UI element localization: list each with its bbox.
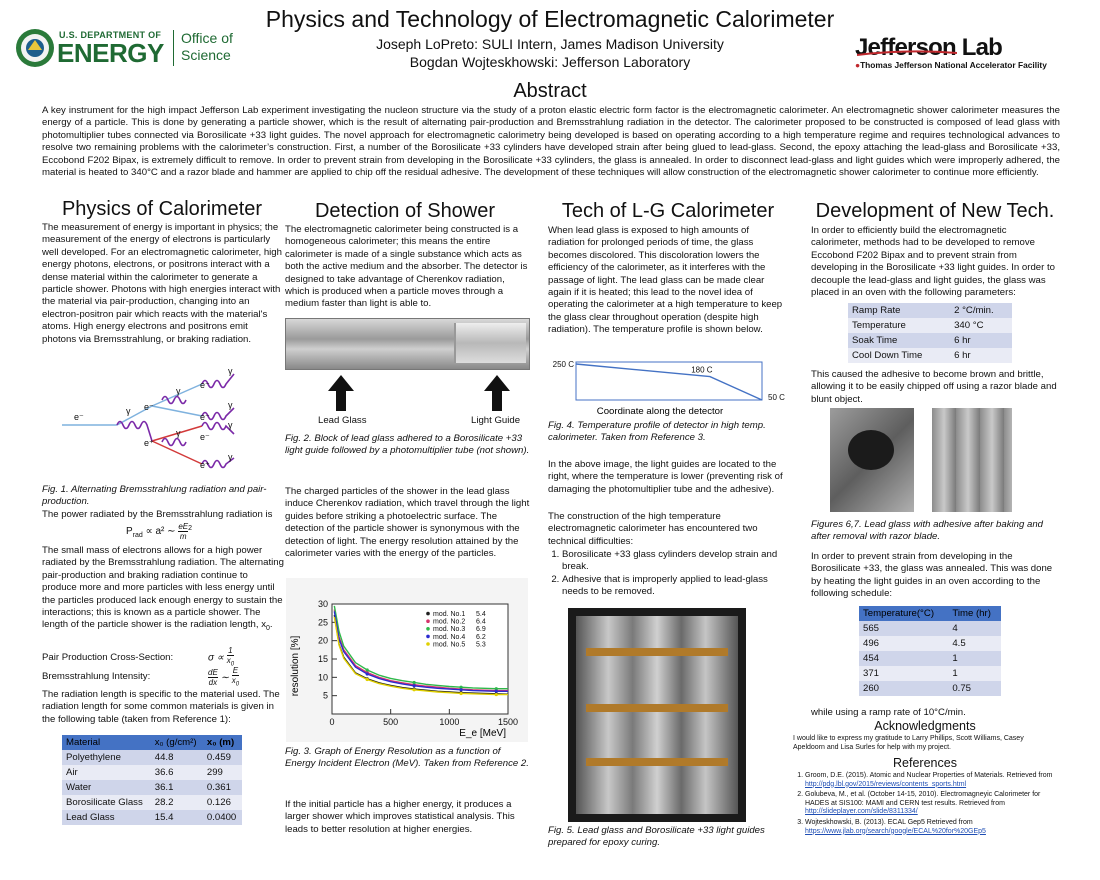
abstract-title: Abstract [513,80,587,102]
table-row: Water 36.1 0.361 [62,780,242,795]
legend-marker [426,635,430,639]
references-list [795,772,1057,838]
legend-label: mod. No.5 [433,641,466,649]
doe-divider [173,30,174,66]
ref-title: References [893,756,957,770]
list-item: 2. Golubeva, M., et al. (October 14-15, 2010). Electromagneyic Calorimeter for HADES at SIS100: MAMI and CERN test results. Retrieved from http://slideplayer.com/slide/8311334/ [805,791,1057,817]
series-point-5 [459,692,462,695]
doe-seal-icon [15,28,55,68]
series-point-5 [413,688,416,691]
legend-marker [426,642,430,646]
fig7-photo [932,408,1012,512]
doe-line2: ENERGY [57,38,164,68]
legend-marker [426,612,430,616]
e-minus-label: e⁻ [200,412,210,422]
col1-p3: The small mass of electrons allows for a high power radiated by the Bremsstrahlung radiation. The alternating pair-production and braking radiation continue to produce more and more particles with less energy until the particles produced lack enough energy to sustain the interactions; this is known as a particle shower. The length of the particle shower is the radiation length, $x_0$. [42,545,284,633]
y-tick-label: 5 [322,690,328,701]
series-point-3 [413,681,416,684]
table-header: x₀ (m) [203,735,242,750]
col1-p4: The radiation length is specific to the material used. The radiation length for some common materials is given in the following table (taken from Reference 1): [42,689,280,725]
fig3-caption: Fig. 3. Graph of Energy Resolution as a function of Energy Incident Electron (MeV). Taken from Reference 2. [285,746,529,770]
lead-glass-label: Lead Glass [318,415,367,426]
x-tick-label: 1000 [439,717,460,727]
series-point-5 [366,678,369,681]
col3-p3: The construction of the high temperature electromagnetic calorimeter has encountered two technical difficulties: [548,511,758,547]
legend-value: 6.9 [476,626,486,634]
series-point-4 [413,684,416,687]
resolution-chart [286,578,528,742]
col2-p1: The electromagnetic calorimeter being constructed is a homogeneous calorimeter; this means the entire calorimeter is made of a single substance which acts as both the active medium and the absorber. The detector is designed to take advantage of Cherenkov radiation, which is produced when a particle moves through a medium faster than light is able to. [285,224,528,310]
legend-label: mod. No.4 [433,633,466,641]
list-item: 1. Groom, D.E. (2015). Atomic and Nuclear Properties of Materials. Retrieved from http://pdg.lbl.gov/2015/reviews/contents_sports.html [805,772,1057,789]
arrow-up-icon [484,375,510,411]
series-point-3 [366,668,369,671]
fig67-caption: Figures 6,7. Lead glass with adhesive after baking and after removal with razor blade. [811,519,1043,543]
col2-title: Detection of Shower [314,200,496,222]
temp-x-label: Coordinate along the detector [596,406,724,417]
legend-marker [426,619,430,623]
table-header-row [859,606,1001,621]
col1-p1: The measurement of energy is important in physics; the measurement of the energy of electrons is particularly well developed. For an electromagnetic calorimeter, high energy photons, electrons, or positrons interact with a dense material within the calorimeter to generate a particle shower. Photons with high energies interact with the material via pair-production, changing into an electron-positron pair which reacts with the material's atoms. High energy electrons and positrons emit photons via Bremsstrahlung, or braking radiation. [42,222,282,345]
pair-equation: σ ∝ $\frac{1}{x_0}$ [208,646,235,668]
pair-label: Pair Production Cross-Section: [42,652,174,663]
temperature-profile-chart [548,356,790,418]
col3-p2: In the above image, the light guides are located to the right, where the temperature is lower (preventing risk of damaging the photomultiplier tube and the adhesive). [548,459,783,495]
temp-point-label: 50 C [768,393,785,402]
table-row: 371 1 [859,666,1001,681]
e-minus-label: e⁻ [200,432,210,442]
light-guide-shape [454,323,526,363]
table-header-row [62,735,242,750]
col3-title: Tech of L-G Calorimeter [561,200,775,222]
legend-value: 6.4 [476,618,486,626]
table-row: Temperature 340 °C [848,318,1012,333]
col2-p3: If the initial particle has a higher energy, it produces a larger shower which improves statistical analysis. This leads to better resolution at higher energies. [285,799,515,835]
table-row: Lead Glass 15.4 0.0400 [62,810,242,825]
table-header: x₀ (g/cm²) [151,735,203,750]
col3-p1: When lead glass is exposed to high amounts of radiation for prolonged periods of time, the glass becomes discolored. This discoloration lowers the efficiency of the calorimeter, as it interferes with the passage of light. The lead glass can be made clear again if it is heated; this lead to the novel idea of operating the calorimeter at a high temperature to keep the glass clear throughout operation (despite high radiation). The temperature profile is shown below. [548,225,783,336]
e-minus-label: e⁻ [144,402,154,412]
y-tick-label: 30 [317,599,328,609]
table-row: Ramp Rate 2 °C/min. [848,303,1012,318]
col4-p4: while using a ramp rate of 10°C/min. [811,707,966,718]
reference-link[interactable]: https://www.jlab.org/search/google/ECAL%20for%20GEp5 [805,827,986,835]
table-row: 496 4.5 [859,636,1001,651]
series-point-4 [495,690,498,693]
reference-link[interactable]: http://slideplayer.com/slide/8311334/ [805,808,918,816]
e-plus-label: e⁺ [200,460,210,470]
fig1-caption: Fig. 1. Alternating Bremsstrahlung radiation and pair-production. [42,484,267,508]
col1-title: Physics of Calorimeter [61,198,263,220]
gamma-label: γ [228,366,233,376]
legend-value: 5.4 [476,611,486,618]
x-tick-label: 1500 [497,717,519,727]
jlab-name: Jefferson Lab [855,34,1002,61]
bremsstrahlung-diagram [62,364,252,482]
jlab-logo [855,36,1095,68]
doe-line1: U.S. DEPARTMENT OF [59,30,162,40]
radiation-length-table [62,735,242,825]
fig5-caption: Fig. 5. Lead glass and Borosilicate +33 light guides prepared for epoxy curing. [548,825,765,849]
arrow-up-icon [328,375,354,411]
col4-p1: In order to efficiently build the electromagnetic calorimeter, methods had to be developed to remove Eccobond F202 Bipax and to prevent strain from developing in the Borosilicate +33 light guides. In order to decouple the lead-glass and light guides, the glass was placed in an oven with the following parameters: [811,225,1055,299]
ack-title: Acknowledgments [874,719,976,733]
temp-point-label: 180 C [691,365,713,375]
e-plus-label: e⁺ [144,438,154,448]
legend-label: mod. No.1 [433,611,466,618]
oven-params-table [848,303,1012,363]
table-row: 260 0.75 [859,681,1001,696]
anneal-schedule-table [859,606,1001,696]
brem-equation: $\frac{dE}{dx}$ ∼ $\frac{E}{x_0}$ [208,666,240,688]
table-header: Material [62,735,151,750]
authors [250,35,850,71]
fig5-photo [568,608,746,822]
list-item: 3. Wojteskhowski, B. (2013). ECAL Gep5 Retrieved from https://www.jlab.org/search/google/ECAL%20for%20GEp5 [805,819,1057,836]
abstract-text: A key instrument for the high impact Jefferson Lab experiment investigating the nucleon structure via the study of a proton elastic electric form factor is the electromagnetic calorimeter. An electromagnetic shower calorimeter measures the energy of a particle. This is done by generating a particle shower, which is the result of alternating pair-production and Bremsstrahlung radiation in the detector. The calorimeter proposed to be constructed is composed of lead glass with photomultiplier tubes connected via Borosilicate +33 light guides. The novel approach for electromagnetic calorimetry being developed is based on operating according to a high temperature regime and requires technological advances to resolve two remaining problems with the calorimeter’s construction. First, a number of the Borosilicate +33 cylinders have developed strain after being glued to lead-glass. Second, the epoxy attaching the lead-glass and Borosilicate +33, Eccobond F202 Bipax, is extremely difficult to remove. In order to prevent strain from developing in the Borosilicate +33 cylinders, the glass is annealed. In order to disconnect lead-glass and light guides which were improperly adhered, the material is heated to 340°C and a razor blade and hammer are applied to chip off the residual adhesive. The development of these techniques will allow construction of the electromagnetic shower calorimeter to continue more efficiently. [42,105,1060,179]
legend-label: mod. No.3 [433,626,466,634]
table-row: Soak Time 6 hr [848,333,1012,348]
y-axis-label: resolution [%] [290,635,301,697]
y-tick-label: 25 [317,617,328,628]
series-point-5 [495,693,498,696]
fig4-caption: Fig. 4. Temperature profile of detector in high temp. calorimeter. Taken from Reference 3. [548,420,766,444]
gamma-label: γ [228,452,233,462]
table-header: Time (hr) [948,606,1001,621]
poster-title: Physics and Technology of Electromagnetic Calorimeter [265,6,835,32]
fig6-photo [830,408,914,512]
author-1: Joseph LoPreto: SULI Intern, James Madison University [376,36,724,52]
col2-p2: The charged particles of the shower in the lead glass induce Cherenkov radiation, which travel through the light guides before striking a photoelectric surface. The detection of the particle shower is synonymous with the detection of light. The energy resolution attained by the calorimeter varies with the energy of the particles. [285,486,530,560]
col4-p2: This caused the adhesive to become brown and brittle, allowing it to be easily chipped off using a razor blade and blunt object. [811,369,1057,405]
ack-text: I would like to express my gratitude to Larry Phillips, Scott Williams, Casey Apeldoorn and Lisa Surles for help with my project. [793,735,1024,751]
gamma-label: γ [176,428,181,438]
gamma-label: γ [176,386,181,396]
author-2: Bogdan Wojteskhowski: Jefferson Laboratory [409,54,691,70]
y-tick-label: 20 [317,635,328,646]
reference-link[interactable]: http://pdg.lbl.gov/2015/reviews/contents_sports.html [805,780,967,788]
list-item: 2. Adhesive that is improperly applied to lead-glass needs to be removed. [562,574,788,599]
table-row: Air 36.6 299 [62,765,242,780]
legend-value: 6.2 [476,633,486,641]
x-axis-label: E_e [MeV] [459,728,506,739]
series-point-4 [459,688,462,691]
gamma-label: γ [228,420,233,430]
series-point-4 [366,672,369,675]
challenge-list [548,549,788,599]
list-item: 1. Borosilicate +33 glass cylinders develop strain and break. [562,549,788,574]
legend-label: mod. No.2 [433,618,466,626]
table-header: Temperature(°C) [859,606,948,621]
table-row: Polyethylene 44.8 0.459 [62,750,242,765]
doe-logo [15,28,245,70]
light-guide-label: Light Guide [471,415,521,426]
lead-glass-photo [285,318,530,370]
jlab-swoosh-icon [857,49,957,57]
e-minus-label: e⁻ [74,412,84,422]
brem-label: Bremsstrahlung Intensity: [42,671,151,682]
legend-marker [426,627,430,631]
power-equation: $P_{rad} \propto a^2$ ∼ $\frac{eE}{m}$ $^2$ [126,522,193,541]
table-row: Cool Down Time 6 hr [848,348,1012,363]
fig2-caption: Fig. 2. Block of lead glass adhered to a Borosilicate +33 light guide followed by a photomultiplier tube (not shown). [285,433,530,457]
gamma-label: γ [126,406,131,416]
legend-value: 5.3 [476,641,486,649]
x-tick-label: 500 [383,717,399,727]
y-tick-label: 10 [317,672,328,683]
x-tick-label: 0 [329,717,335,727]
jlab-sub: ●Thomas Jefferson National Accelerator Facility [855,60,1047,70]
e-minus-label: e⁻ [200,380,210,390]
gamma-label: γ [228,400,233,410]
col1-p2: The power radiated by the Bremsstrahlung radiation is [42,509,273,520]
y-tick-label: 15 [317,654,328,664]
table-row: 565 4 [859,621,1001,636]
table-row: Borosilicate Glass 28.2 0.126 [62,795,242,810]
table-row: 454 1 [859,651,1001,666]
temp-point-label: 250 C [552,360,574,369]
doe-office: Office of Science [181,30,233,63]
col4-title: Development of New Tech. [815,200,1055,222]
col4-p3: In order to prevent strain from developing in the Borosilicate +33, the glass was annealed. This was done by heating the light guides in an oven according to the following schedule: [811,551,1053,600]
